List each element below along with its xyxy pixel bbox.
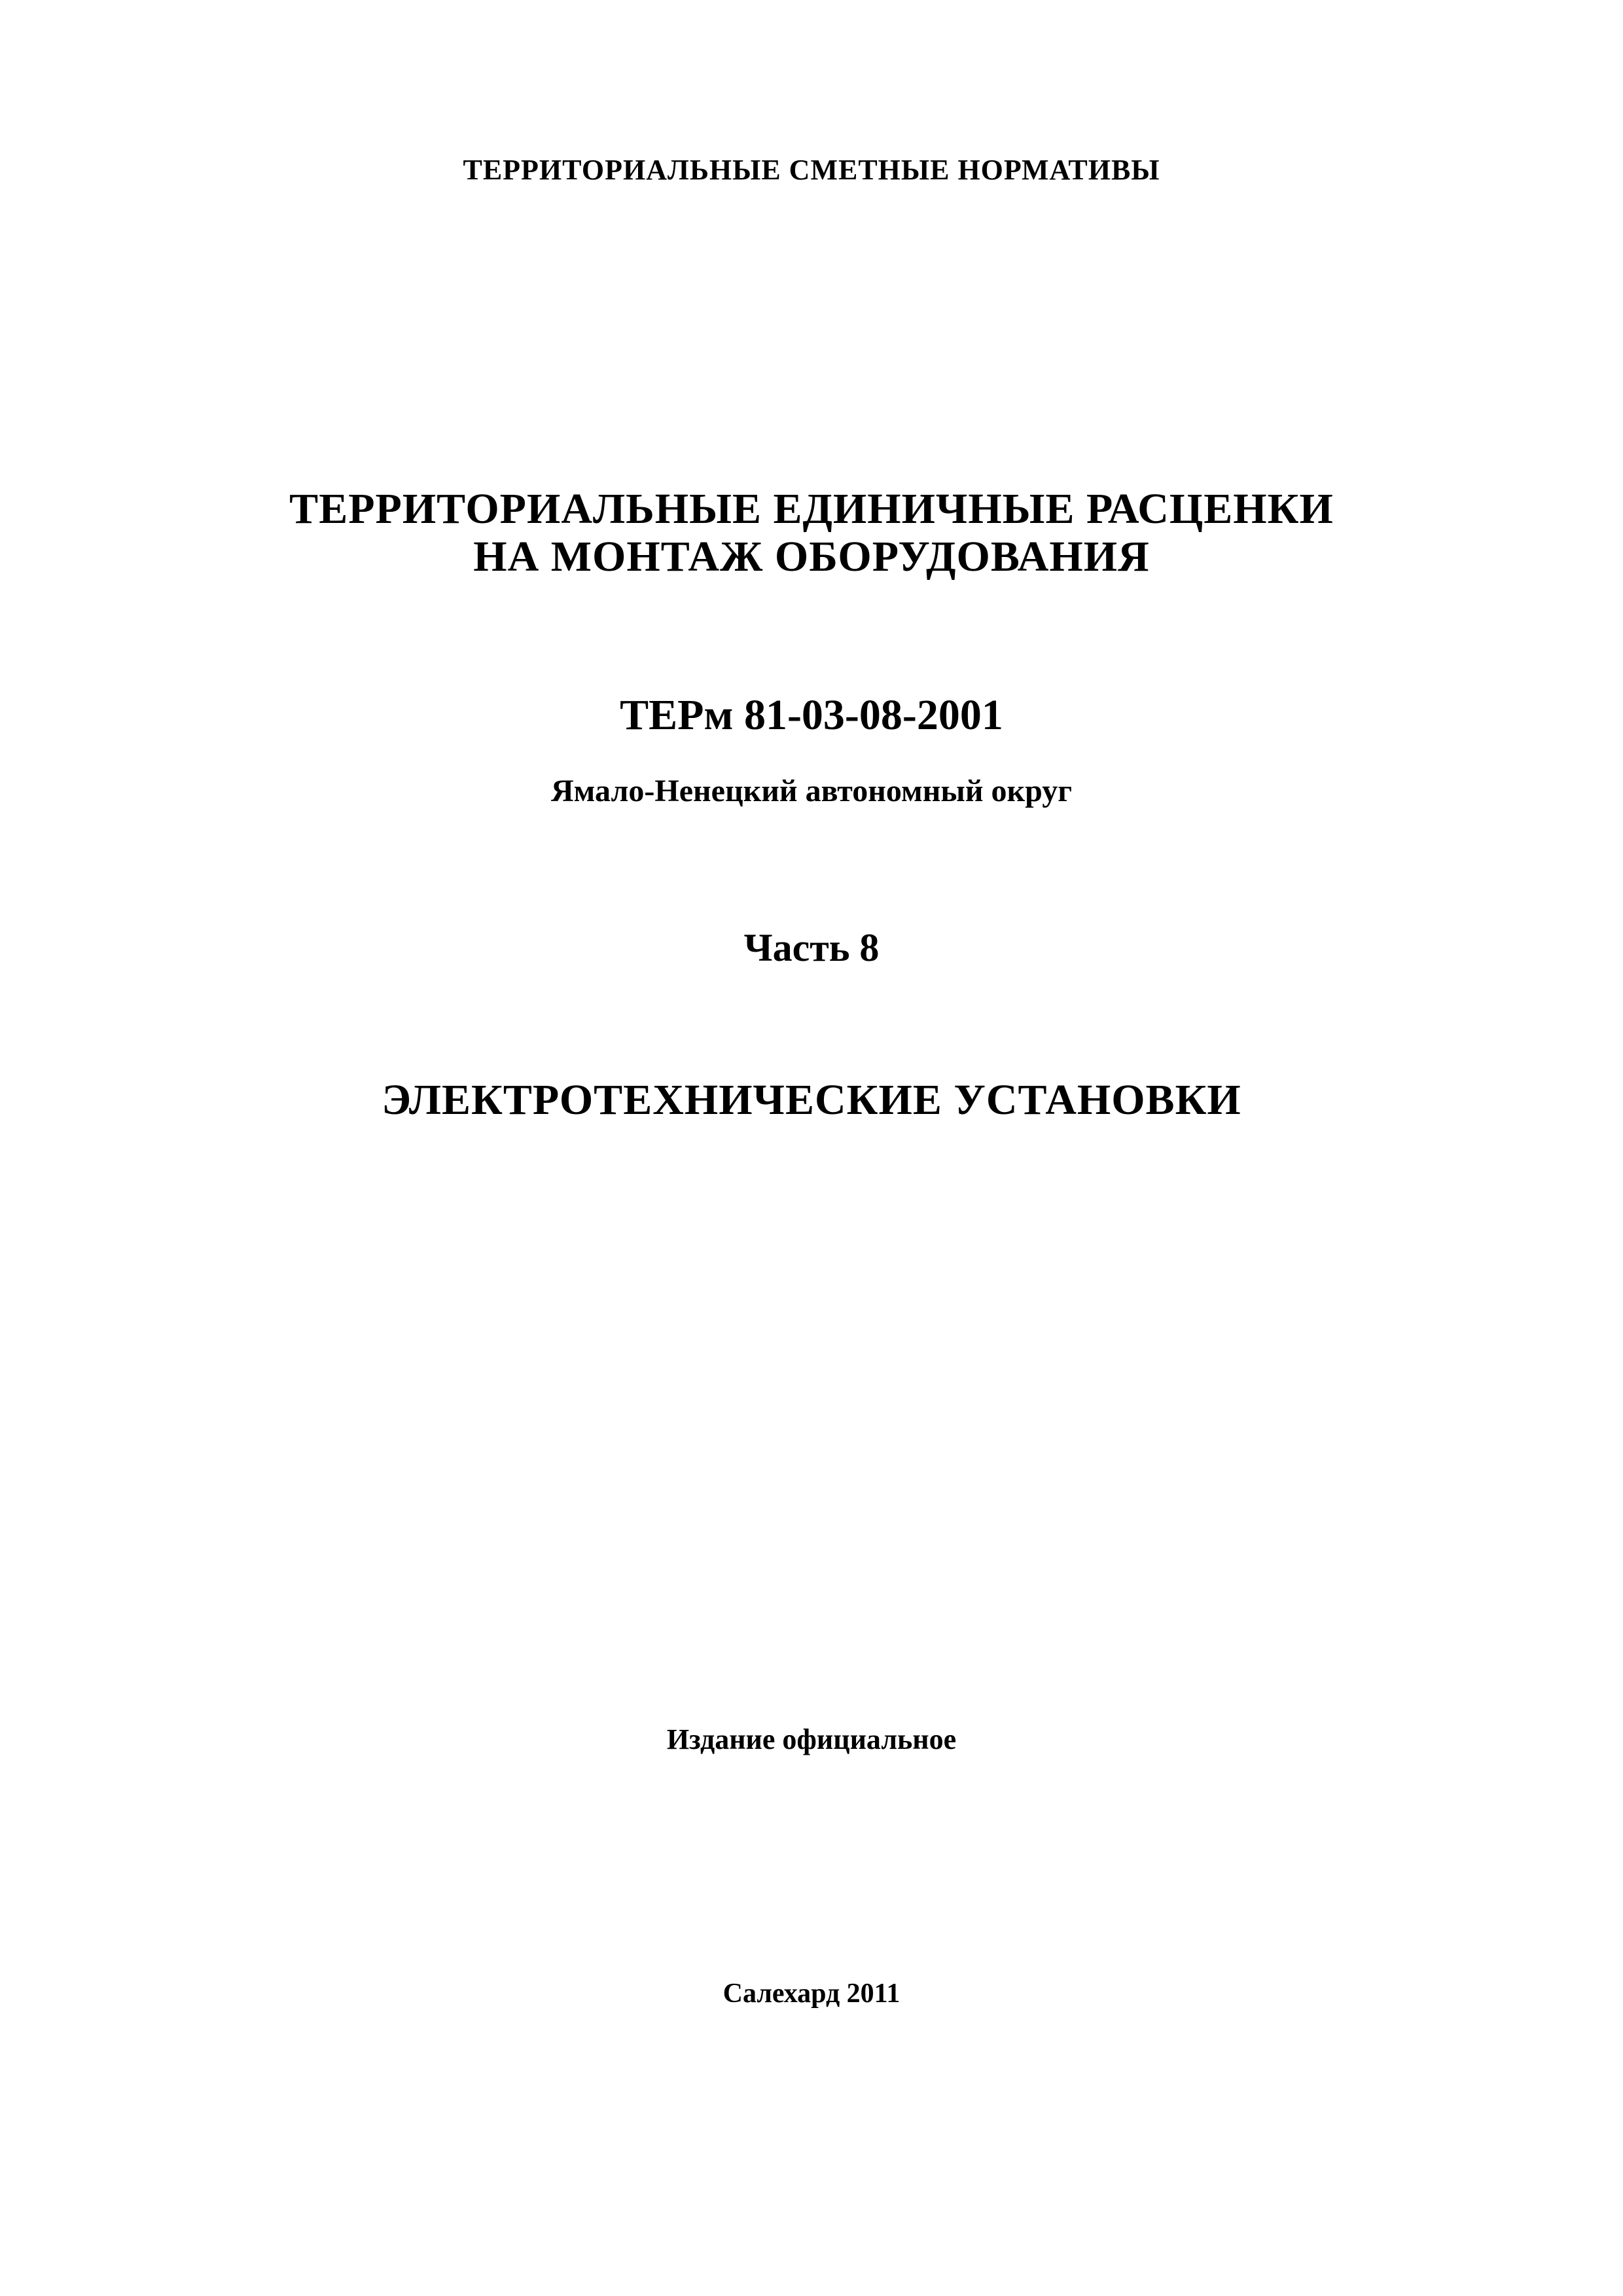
part-number: Часть 8 — [743, 926, 880, 969]
region-name: Ямало-Ненецкий автономный округ — [550, 774, 1072, 808]
main-title-line-1: ТЕРРИТОРИАЛЬНЫЕ ЕДИНИЧНЫЕ РАСЦЕНКИ — [289, 485, 1334, 533]
series-heading: ТЕРРИТОРИАЛЬНЫЕ СМЕТНЫЕ НОРМАТИВЫ — [463, 154, 1160, 186]
place-and-year: Салехард 2011 — [722, 1979, 901, 2009]
part-subject: ЭЛЕКТРОТЕХНИЧЕСКИЕ УСТАНОВКИ — [382, 1076, 1241, 1124]
document-code: ТЕРм 81-03-08-2001 — [620, 691, 1003, 739]
main-title-line-2: НА МОНТАЖ ОБОРУДОВАНИЯ — [473, 533, 1150, 581]
edition-label: Издание официальное — [666, 1723, 957, 1755]
